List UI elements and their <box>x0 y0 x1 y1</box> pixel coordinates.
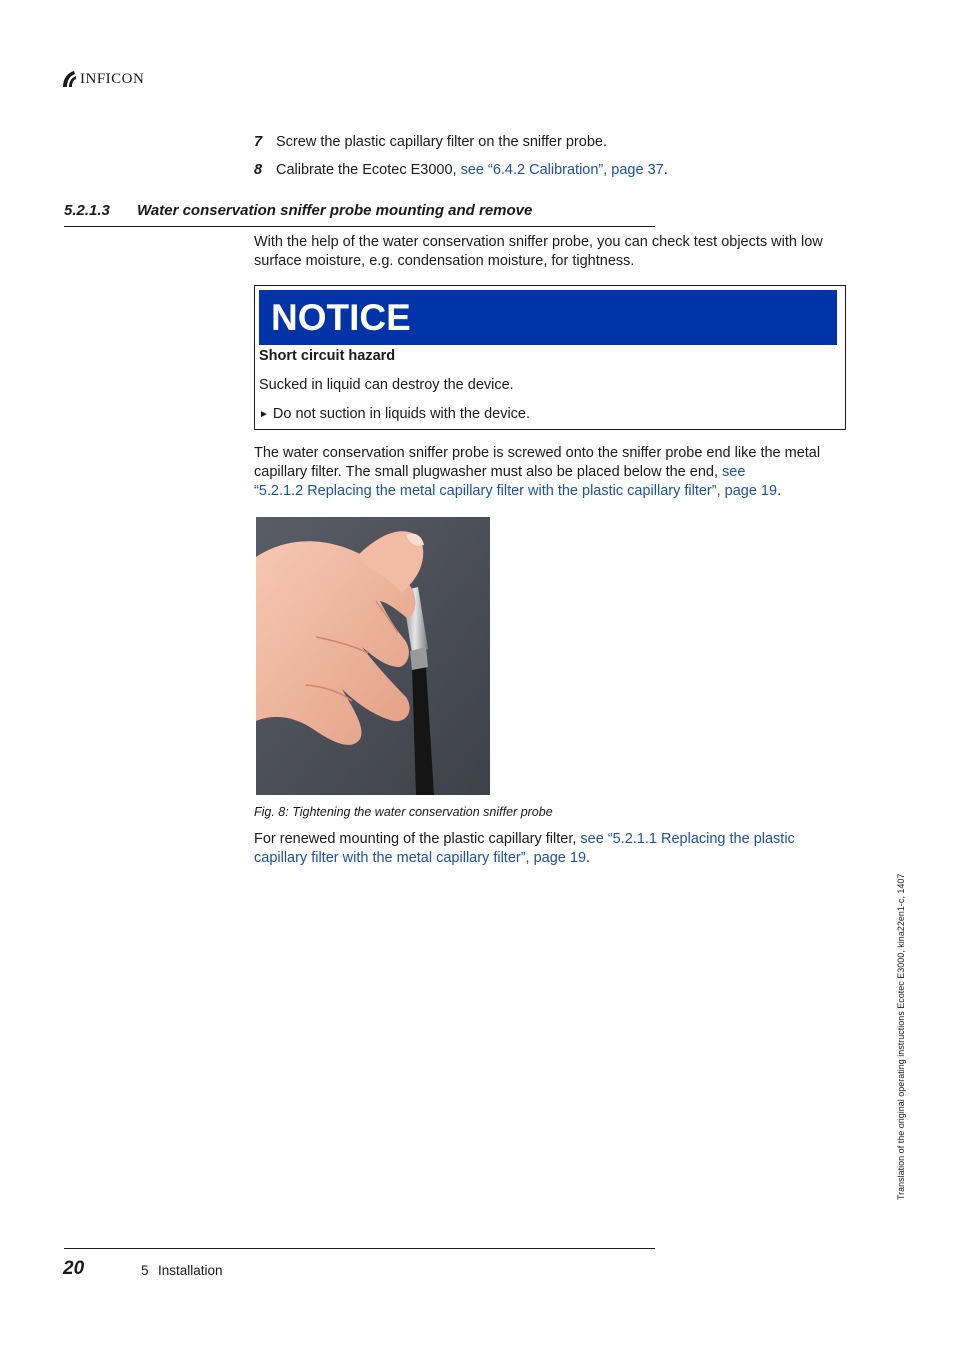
replacing-plastic-link-start[interactable]: see “5.2.1.1 Replacing the plastic <box>580 831 795 847</box>
step-text: Calibrate the Ecotec E3000, <box>276 162 461 178</box>
para-line <box>254 482 846 501</box>
section-title: Water conservation sniffer probe mounting and remove <box>137 202 533 219</box>
intro-line: surface moisture, e.g. condensation moisture, for tightness. <box>254 253 635 269</box>
para-text: capillary filter. The small plugwasher must also be placed below the end, <box>254 464 723 480</box>
step-number: 8 <box>254 162 263 178</box>
chapter-title: Installation <box>158 1263 223 1278</box>
para-line <box>254 830 846 849</box>
replacing-plastic-link[interactable]: capillary filter with the metal capillary filter”, page 19 <box>254 850 587 866</box>
inficon-logo <box>60 68 144 90</box>
notice-action-text: Do not suction in liquids with the device. <box>272 406 531 422</box>
step-7 <box>254 132 607 152</box>
side-note: Translation of the original operating instructions Ecotec E3000, kina22en1-c, 1407 <box>896 873 906 1200</box>
step-number: 7 <box>254 134 263 150</box>
notice-box <box>254 285 846 430</box>
section-number: 5.2.1.3 <box>64 202 110 219</box>
replacing-link-start[interactable]: see <box>722 464 746 480</box>
footer-divider <box>64 1248 655 1249</box>
figure-caption: Fig. 8: Tightening the water conservation sniffer probe <box>254 805 553 819</box>
step-8 <box>254 160 668 180</box>
inficon-logo-icon <box>60 69 78 89</box>
figure-photo <box>256 517 490 795</box>
mounting-paragraph <box>254 444 846 501</box>
notice-title: Short circuit hazard <box>259 348 396 364</box>
para-line: The water conservation sniffer probe is screwed onto the sniffer probe end like the metal <box>254 445 821 461</box>
notice-banner: NOTICE <box>259 290 837 345</box>
para-text-end: . <box>777 483 782 499</box>
logo-text: INFICON <box>80 70 145 87</box>
renewed-mounting-paragraph <box>254 830 846 868</box>
notice-text: Sucked in liquid can destroy the device. <box>259 377 514 393</box>
intro-paragraph <box>254 233 846 271</box>
notice-action <box>259 404 530 425</box>
step-text: Screw the plastic capillary filter on the sniffer probe. <box>276 134 607 150</box>
chapter-label <box>141 1262 223 1280</box>
chapter-number: 5 <box>141 1263 149 1278</box>
section-heading <box>64 200 655 227</box>
triangle-right-icon: ► <box>259 409 269 420</box>
step-text-end: . <box>663 162 668 178</box>
para-line <box>254 463 846 482</box>
para-text-end: . <box>586 850 591 866</box>
intro-line: With the help of the water conservation sniffer probe, you can check test objects with low <box>254 234 823 250</box>
hand-probe-image <box>256 517 490 795</box>
replacing-link[interactable]: “5.2.1.2 Replacing the metal capillary filter with the plastic capillary filter”, page 19 <box>254 483 778 499</box>
calibration-link[interactable]: see “6.4.2 Calibration”, page 37 <box>460 162 664 178</box>
page-number: 20 <box>63 1258 85 1279</box>
para-text: For renewed mounting of the plastic capillary filter, <box>254 831 581 847</box>
para-line <box>254 849 846 868</box>
